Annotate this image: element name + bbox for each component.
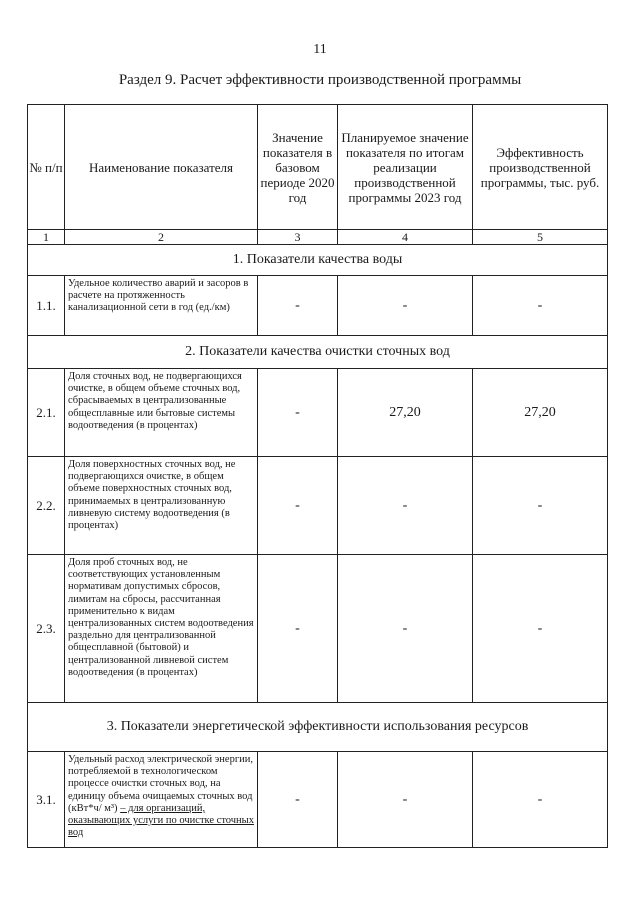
indicator-name: Удельное количество аварий и засоров в расчете на протяженность канализационной сети в год (ед./км): [65, 276, 258, 336]
header-row: [28, 105, 608, 230]
row-number: 1.1.: [28, 276, 65, 336]
efficiency-value: 27,20: [473, 369, 608, 457]
table-row: [28, 369, 608, 457]
indicator-name-underlined: – для организаций, оказывающих услуги по очистке сточных вод: [68, 802, 254, 839]
planned-value: 27,20: [338, 369, 473, 457]
row-number: 2.1.: [28, 369, 65, 457]
header-efficiency: Эффективность производственной программы, тыс. руб.: [473, 105, 608, 230]
table-row: [28, 752, 608, 848]
indicator-name: Удельный расход электрической энергии, потребляемой в технологическом процессе очистки сточных вод, на единицу объема очищаемых сточных вод (кВт*ч/ м³): [68, 754, 254, 814]
column-number: 4: [338, 230, 473, 245]
table-row: [28, 457, 608, 555]
indicator-name: Доля поверхностных сточных вод, не подвергающихся очистке, в общем объеме поверхностных сточных вод, принимаемых в централизованную ливневую систему водоотведения (в процентах): [65, 457, 258, 555]
header-base-value: Значение показателя в базовом периоде 2020 год: [258, 105, 338, 230]
section-header-row: [28, 245, 608, 276]
column-number: 2: [65, 230, 258, 245]
section-title-cell: 3. Показатели энергетической эффективности использования ресурсов: [28, 703, 608, 752]
section-header-row: [28, 336, 608, 369]
page-number: 11: [313, 42, 327, 57]
indicator-name: Доля сточных вод, не подвергающихся очистке, в общем объеме сточных вод, сбрасываемых в централизованные общесплавные или бытовые системы водоотведения (в процентах): [65, 369, 258, 457]
header-number: № п/п: [28, 105, 65, 230]
table-row: [28, 555, 608, 703]
efficiency-value: -: [473, 752, 608, 848]
efficiency-value: -: [473, 555, 608, 703]
header-planned-value: Планируемое значение показателя по итогам реализации производственной программы 2023 год: [338, 105, 473, 230]
base-value: -: [258, 369, 338, 457]
section-title-cell: 2. Показатели качества очистки сточных вод: [28, 336, 608, 369]
base-value: -: [258, 457, 338, 555]
header-indicator-name: Наименование показателя: [65, 105, 258, 230]
indicator-name: Доля проб сточных вод, не соответствующих установленным нормативам допустимых сбросов, лимитам на сбросы, рассчитанная применительно к видам централизованных систем водоотведения раздельно для централизованной общесплавной (бытовой) и централизованной ливневой систем водоотведения (в процентах): [65, 555, 258, 703]
section-title: Раздел 9. Расчет эффективности производственной программы: [118, 72, 522, 88]
row-number: 2.3.: [28, 555, 65, 703]
indicator-name-cell: [65, 752, 258, 848]
row-number: 3.1.: [28, 752, 65, 848]
efficiency-value: -: [473, 276, 608, 336]
section-header-row: [28, 703, 608, 752]
planned-value: -: [338, 555, 473, 703]
section-title-cell: 1. Показатели качества воды: [28, 245, 608, 276]
planned-value: -: [338, 752, 473, 848]
efficiency-value: -: [473, 457, 608, 555]
table-row: [28, 276, 608, 336]
base-value: -: [258, 555, 338, 703]
planned-value: -: [338, 276, 473, 336]
column-number: 3: [258, 230, 338, 245]
efficiency-table: [27, 104, 608, 848]
base-value: -: [258, 752, 338, 848]
row-number: 2.2.: [28, 457, 65, 555]
column-numbers-row: [28, 230, 608, 245]
column-number: 1: [28, 230, 65, 245]
planned-value: -: [338, 457, 473, 555]
base-value: -: [258, 276, 338, 336]
column-number: 5: [473, 230, 608, 245]
